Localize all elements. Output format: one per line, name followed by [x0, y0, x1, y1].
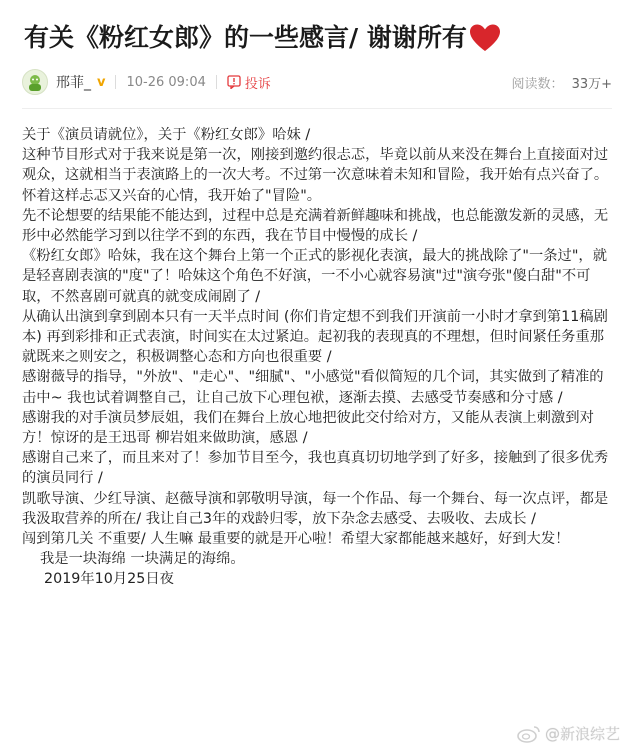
- divider: [216, 75, 217, 89]
- paragraph: 感谢薇导的指导，"外放"、"走心"、"细腻"、"小感觉"看似简短的几个词，其实做到了精准的击中~ 我也试着调整自己，让自己放下心理包袱，逐渐去摸、去感受节奏感和分寸感 /: [22, 369, 604, 406]
- paragraph: 凯歌导演、少红导演、赵薇导演和郭敬明导演，每一个作品、每一个舞台、每一次点评，都是我汲取营养的所在/ 我让自己3年的戏龄归零，放下杂念去感受、去吸收、去成长 /: [22, 490, 609, 527]
- complain-link[interactable]: 投诉: [244, 76, 271, 92]
- avatar-image-icon: [24, 71, 46, 93]
- post-date: 2019年10月25日夜: [44, 571, 174, 588]
- post-title: 有关《粉红女郎》的一些感言/ 谢谢所有: [24, 23, 467, 52]
- paragraph: 闯到第几关 不重要/ 人生嘛 最重要的就是开心啦！希望大家都能越来越好，好到大发！: [22, 531, 570, 548]
- post-body: [22, 125, 616, 590]
- page-title: [24, 20, 614, 56]
- post-time: 10-26 09:04: [126, 74, 206, 90]
- paragraph: 《粉红女郎》哈妹，我在这个舞台上第一个正式的影视化表演，最大的挑战除了"一条过"，就是轻喜剧表演的"度"了！哈妹这个角色不好演，一不小心就容易演"过"演夸张"傻白甜"不可取，不然喜剧可就真的就变成闹剧了 /: [22, 248, 608, 305]
- paragraph: 感谢我的对手演员梦辰姐，我们在舞台上放心地把彼此交付给对方，又能从表演上刺激到对方！惊讶的是王迅哥 柳岩姐来做助演，感恩 /: [22, 409, 594, 447]
- weibo-logo-icon: [517, 725, 541, 743]
- paragraph: 感谢自己来了，而且来对了！参加节目至今，我也真真切切地学到了好多，接触到了很多优秀的演员同行 /: [22, 450, 609, 487]
- paragraph: 关于《演员请就位》，关于《粉红女郎》哈妹 /: [22, 127, 311, 143]
- heart-icon: [469, 23, 501, 53]
- header-divider: [22, 108, 612, 109]
- complain-icon[interactable]: [227, 75, 241, 89]
- closing-line: 我是一块海绵 一块满足的海绵。: [40, 551, 245, 568]
- avatar[interactable]: [22, 69, 48, 95]
- author-name[interactable]: 邢菲_: [56, 75, 91, 91]
- reads-label: 阅读数：: [511, 76, 564, 92]
- divider: [115, 75, 116, 89]
- paragraph: 先不论想要的结果能不能达到，过程中总是充满着新鲜趣味和挑战，也总能激发新的灵感，无形中必然能学习到以往学不到的东西，我在节目中慢慢的成长 /: [22, 207, 609, 245]
- post-meta: [22, 66, 612, 98]
- paragraph: 从确认出演到拿到剧本只有一天半点时间 (你们肯定想不到我们开演前一小时才拿到第11稿剧本) 再到彩排和正式表演，时间实在太过紧迫。起初我的表现真的不理想，但时间紧任务重那就既来之则安之，积极调整心态和方向也很重要 /: [22, 308, 608, 366]
- watermark: [517, 723, 620, 744]
- reads-count: 33万+: [571, 76, 612, 92]
- paragraph: 这种节目形式对于我来说是第一次，刚接到邀约很忐忑，毕竟以前从来没在舞台上直接面对过观众，这就相当于表演路上的一次大考。不过第一次意味着未知和冒险，我开始有点兴奋了。怀着这样忐忑又兴奋的心情，我开始了"冒险"。: [22, 147, 609, 204]
- watermark-text: @新浪综艺: [544, 725, 620, 743]
- vip-badge: v: [97, 74, 106, 90]
